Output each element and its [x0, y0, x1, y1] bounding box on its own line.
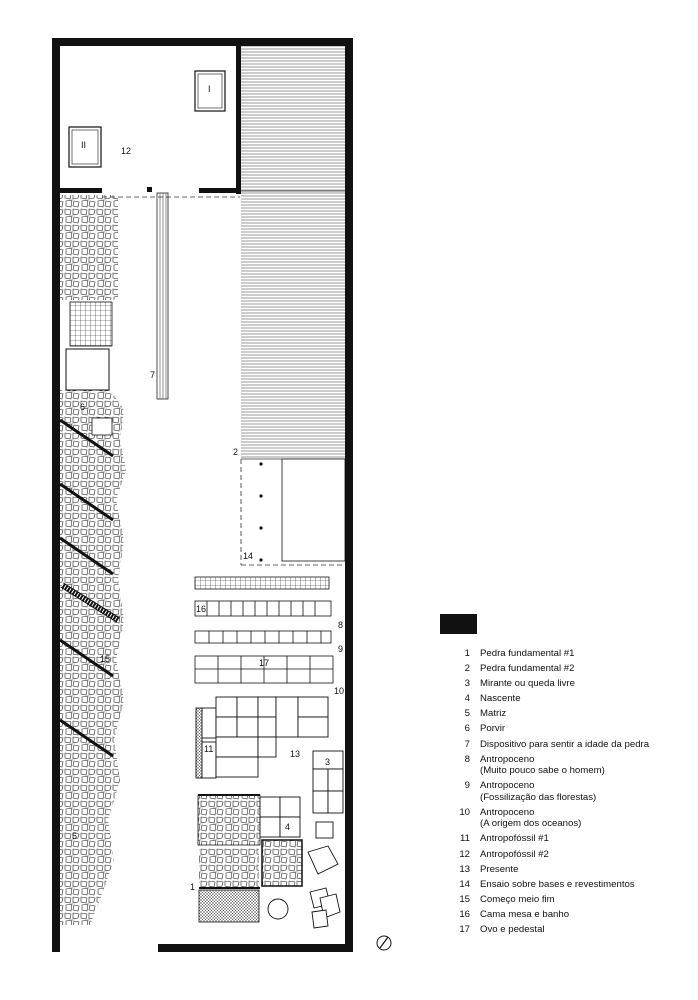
legend-item-number: 14	[459, 878, 470, 890]
legend-item-number: 10	[459, 806, 470, 818]
legend-item-text: Dispositivo para sentir a idade da pedra	[480, 738, 650, 750]
legend-item-number: 8	[464, 753, 470, 765]
legend-item	[440, 723, 690, 735]
legend-item	[440, 693, 690, 705]
label-16: 16	[196, 604, 207, 614]
legend-item-number: 16	[459, 908, 470, 920]
legend-item-text: Matriz	[480, 708, 507, 720]
legend-item	[440, 849, 690, 861]
empty-square	[66, 349, 109, 390]
legend-item-text: Antropofóssil #1	[480, 833, 549, 845]
block-item-1	[199, 840, 302, 922]
label-4: 4	[285, 822, 291, 832]
small-box-6	[92, 418, 112, 435]
block-cluster-11-13	[196, 697, 331, 778]
striped-ramp-area	[241, 46, 345, 459]
label-7: 7	[150, 370, 156, 380]
label-15: 15	[100, 654, 111, 664]
room-12-walls	[60, 46, 241, 197]
legend-item-text: Presente	[480, 863, 519, 875]
label-2: 2	[233, 447, 239, 457]
label-14: 14	[243, 551, 254, 561]
legend-item-number: 1	[464, 648, 470, 659]
legend-item-text: Antropoceno (Fossilização das florestas)	[480, 780, 597, 803]
grid-block	[70, 302, 112, 346]
legend-item	[440, 833, 690, 845]
legend-item-text: Mirante ou queda livre	[480, 678, 575, 690]
legend-item	[440, 754, 690, 777]
bench-item-7	[157, 193, 168, 399]
legend-item-text: Ovo e pedestal	[480, 924, 545, 935]
legend-item-number: 11	[460, 833, 470, 845]
legend-item-text: Ensaio sobre bases e revestimentos	[480, 878, 635, 890]
legend-item-number: 13	[459, 863, 470, 875]
legend-item-number: 12	[459, 848, 470, 860]
legend-item	[440, 780, 690, 803]
legend-swatch	[440, 614, 477, 634]
legend-item-text: Nascente	[480, 693, 521, 705]
label-13: 13	[290, 749, 301, 759]
legend-item-number: 2	[464, 663, 470, 675]
legend	[440, 614, 690, 939]
legend-item-number: 7	[464, 738, 470, 750]
label-6: 6	[80, 402, 86, 412]
legend-item-text: Antropoceno (Muito pouco sabe o homem)	[480, 753, 605, 777]
legend-item-text: Pedra fundamental #2	[480, 663, 575, 675]
legend-item	[440, 894, 690, 906]
scattered-tiles	[308, 846, 340, 928]
legend-item-number: 5	[464, 708, 470, 720]
legend-item-text: Começo meio fim	[480, 893, 555, 905]
legend-item	[440, 663, 690, 675]
legend-item-number: 17	[459, 924, 470, 935]
legend-item-text: Porvir	[480, 723, 506, 735]
legend-item-text: Cama mesa e banho	[480, 908, 570, 920]
tile-row-8	[195, 631, 331, 643]
legend-item-number: 6	[464, 723, 470, 735]
label-ii: II	[81, 140, 87, 150]
tile-row-16	[195, 601, 331, 616]
label-11: 11	[204, 744, 214, 754]
tile-row-top	[195, 577, 329, 589]
label-17: 17	[259, 658, 270, 668]
legend-item	[440, 739, 690, 751]
legend-item	[440, 678, 690, 690]
legend-list	[440, 648, 690, 936]
legend-item-number: 9	[464, 780, 470, 792]
legend-item	[440, 807, 690, 830]
base-area-14	[241, 459, 345, 565]
label-1: 1	[190, 882, 196, 892]
legend-item-number: 4	[464, 693, 470, 705]
north-indicator-icon	[377, 936, 391, 950]
label-3: 3	[325, 757, 331, 767]
legend-item	[440, 648, 690, 660]
legend-item-number: 3	[464, 678, 470, 690]
legend-item-number: 15	[459, 893, 470, 905]
legend-item	[440, 864, 690, 876]
legend-item	[440, 879, 690, 891]
label-10: 10	[334, 686, 345, 696]
legend-item-text: Antropoceno (A origem dos oceanos)	[480, 806, 582, 830]
legend-item	[440, 909, 690, 921]
label-8: 8	[338, 620, 344, 630]
legend-item	[440, 708, 690, 720]
label-i: I	[208, 84, 211, 94]
label-5: 5	[72, 831, 78, 841]
legend-item	[440, 924, 690, 936]
legend-item-text: Pedra fundamental #1	[480, 648, 575, 659]
pedestal-i	[195, 71, 225, 111]
label-9: 9	[338, 644, 344, 654]
pedestal-ii	[69, 127, 101, 167]
legend-item-text: Antropofóssil #2	[480, 848, 549, 860]
room-12-label: 12	[121, 146, 132, 156]
